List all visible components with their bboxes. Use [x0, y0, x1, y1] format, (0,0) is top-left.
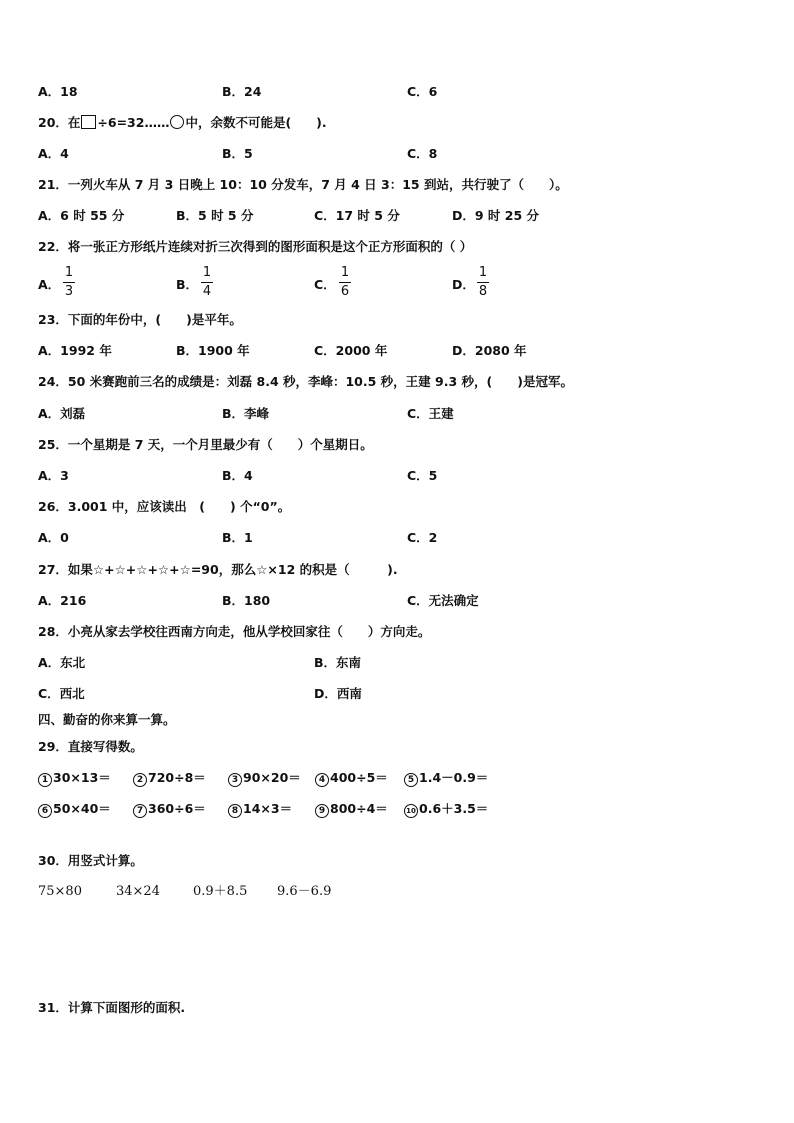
q19-option-c[interactable]: C．6 — [407, 84, 438, 99]
q22-option-d-label[interactable]: D． — [452, 277, 475, 292]
q26-question: 26．3.001 中，应该读出 ( ) 个“0”。 — [38, 499, 291, 514]
q24-option-b[interactable]: B．李峰 — [222, 406, 270, 421]
q28-option-a[interactable]: A．东北 — [38, 655, 86, 670]
q24-option-a[interactable]: A．刘磊 — [38, 406, 86, 421]
q22-question: 22．将一张正方形纸片连续对折三次得到的图形面积是这个正方形面积的（ ） — [38, 239, 473, 254]
fraction-numerator: 1 — [478, 265, 488, 280]
circled-number-icon: 4 — [315, 773, 329, 787]
circled-number-icon: 1 — [38, 773, 52, 787]
calc-item — [38, 770, 111, 787]
vertical-calc-item[interactable]: 9.6－6.9 — [277, 884, 332, 899]
q20-option-a[interactable]: A．4 — [38, 146, 69, 161]
vertical-calc-item[interactable]: 75×80 — [38, 884, 82, 899]
calc-expression[interactable]: 90×20＝ — [243, 770, 301, 785]
q24-option-c[interactable]: C．王建 — [407, 406, 454, 421]
calc-expression[interactable]: 400÷5＝ — [330, 770, 388, 785]
calc-item — [228, 770, 301, 787]
circled-number-icon: 9 — [315, 804, 329, 818]
q23-question: 23．下面的年份中，( )是平年。 — [38, 312, 242, 327]
fraction-denominator: 8 — [478, 284, 488, 299]
q23-option-a[interactable]: A．1992 年 — [38, 343, 112, 358]
circled-number-icon: 3 — [228, 773, 242, 787]
q22-fraction-d — [477, 266, 489, 299]
calc-expression[interactable]: 360÷6＝ — [148, 801, 206, 816]
fraction-denominator: 6 — [340, 284, 350, 299]
q20-mid: ÷6=32…… — [97, 115, 170, 130]
fraction-denominator: 4 — [202, 284, 212, 299]
circled-number-icon: 6 — [38, 804, 52, 818]
q31-question: 31．计算下面图形的面积. — [38, 1000, 186, 1015]
vertical-calc-item[interactable]: 0.9＋8.5 — [193, 884, 248, 899]
vertical-calc-item[interactable]: 34×24 — [116, 884, 160, 899]
fraction-numerator: 1 — [340, 265, 350, 280]
q28-option-b[interactable]: B．东南 — [314, 655, 362, 670]
q26-option-b[interactable]: B．1 — [222, 530, 253, 545]
calc-item — [404, 770, 488, 787]
q26-option-a[interactable]: A．0 — [38, 530, 69, 545]
section-heading: 四、勤奋的你来算一算。 — [38, 712, 176, 727]
q25-option-a[interactable]: A．3 — [38, 468, 69, 483]
calc-item — [38, 801, 111, 818]
q22-fraction-b — [201, 266, 213, 299]
blank-circle-icon — [170, 115, 184, 129]
q23-option-c[interactable]: C．2000 年 — [314, 343, 388, 358]
q26-option-c[interactable]: C．2 — [407, 530, 438, 545]
q29-question: 29．直接写得数。 — [38, 739, 143, 754]
q27-question: 27．如果☆+☆+☆+☆+☆=90，那么☆×12 的积是（ ). — [38, 562, 398, 577]
q27-option-a[interactable]: A．216 — [38, 593, 87, 608]
q21-option-b[interactable]: B．5 时 5 分 — [176, 208, 254, 223]
calc-item — [315, 770, 388, 787]
fraction-numerator: 1 — [64, 265, 74, 280]
circled-number-icon: 7 — [133, 804, 147, 818]
q20-prefix: 20．在 — [38, 115, 81, 130]
calc-expression[interactable]: 800÷4＝ — [330, 801, 388, 816]
q24-question: 24．50 米赛跑前三名的成绩是：刘磊 8.4 秒，李峰：10.5 秒，王建 9.3 秒，( )是冠军。 — [38, 374, 573, 389]
calc-item — [133, 770, 206, 787]
q28-question: 28．小亮从家去学校往西南方向走，他从学校回家往（ ）方向走。 — [38, 624, 431, 639]
q25-option-c[interactable]: C．5 — [407, 468, 438, 483]
calc-expression[interactable]: 0.6＋3.5＝ — [419, 801, 489, 816]
blank-box-icon — [81, 115, 96, 129]
q23-option-d[interactable]: D．2080 年 — [452, 343, 527, 358]
calc-expression[interactable]: 50×40＝ — [53, 801, 111, 816]
q21-question: 21．一列火车从 7 月 3 日晚上 10：10 分发车，7 月 4 日 3：15 到站，共行驶了（ ）。 — [38, 177, 568, 192]
q20-question — [38, 115, 327, 131]
circled-number-icon: 10 — [404, 804, 418, 818]
calc-expression[interactable]: 30×13＝ — [53, 770, 111, 785]
q30-question: 30．用竖式计算。 — [38, 853, 143, 868]
fraction-denominator: 3 — [64, 284, 74, 299]
q27-option-b[interactable]: B．180 — [222, 593, 271, 608]
q20-option-b[interactable]: B．5 — [222, 146, 253, 161]
q23-option-b[interactable]: B．1900 年 — [176, 343, 250, 358]
calc-item — [133, 801, 206, 818]
calc-item — [228, 801, 292, 818]
q25-option-b[interactable]: B．4 — [222, 468, 253, 483]
q21-option-c[interactable]: C．17 时 5 分 — [314, 208, 400, 223]
q20-suffix: 中，余数不可能是( ). — [185, 115, 327, 130]
calc-expression[interactable]: 1.4－0.9＝ — [419, 770, 489, 785]
q28-option-c[interactable]: C．西北 — [38, 686, 85, 701]
q27-option-c[interactable]: C．无法确定 — [407, 593, 479, 608]
fraction-numerator: 1 — [202, 265, 212, 280]
q20-option-c[interactable]: C．8 — [407, 146, 438, 161]
circled-number-icon: 2 — [133, 773, 147, 787]
calc-item — [404, 801, 488, 818]
q19-option-a[interactable]: A．18 — [38, 84, 78, 99]
q22-option-c-label[interactable]: C． — [314, 277, 336, 292]
q21-option-d[interactable]: D．9 时 25 分 — [452, 208, 540, 223]
q28-option-d[interactable]: D．西南 — [314, 686, 362, 701]
calc-expression[interactable]: 14×3＝ — [243, 801, 293, 816]
circled-number-icon: 5 — [404, 773, 418, 787]
circled-number-icon: 8 — [228, 804, 242, 818]
q22-fraction-a — [63, 266, 75, 299]
q25-question: 25．一个星期是 7 天，一个月里最少有（ ）个星期日。 — [38, 437, 373, 452]
calc-expression[interactable]: 720÷8＝ — [148, 770, 206, 785]
q19-option-b[interactable]: B．24 — [222, 84, 262, 99]
q22-option-a-label[interactable]: A． — [38, 277, 61, 292]
q22-fraction-c — [339, 266, 351, 299]
q21-option-a[interactable]: A．6 时 55 分 — [38, 208, 125, 223]
calc-item — [315, 801, 388, 818]
q22-option-b-label[interactable]: B． — [176, 277, 199, 292]
